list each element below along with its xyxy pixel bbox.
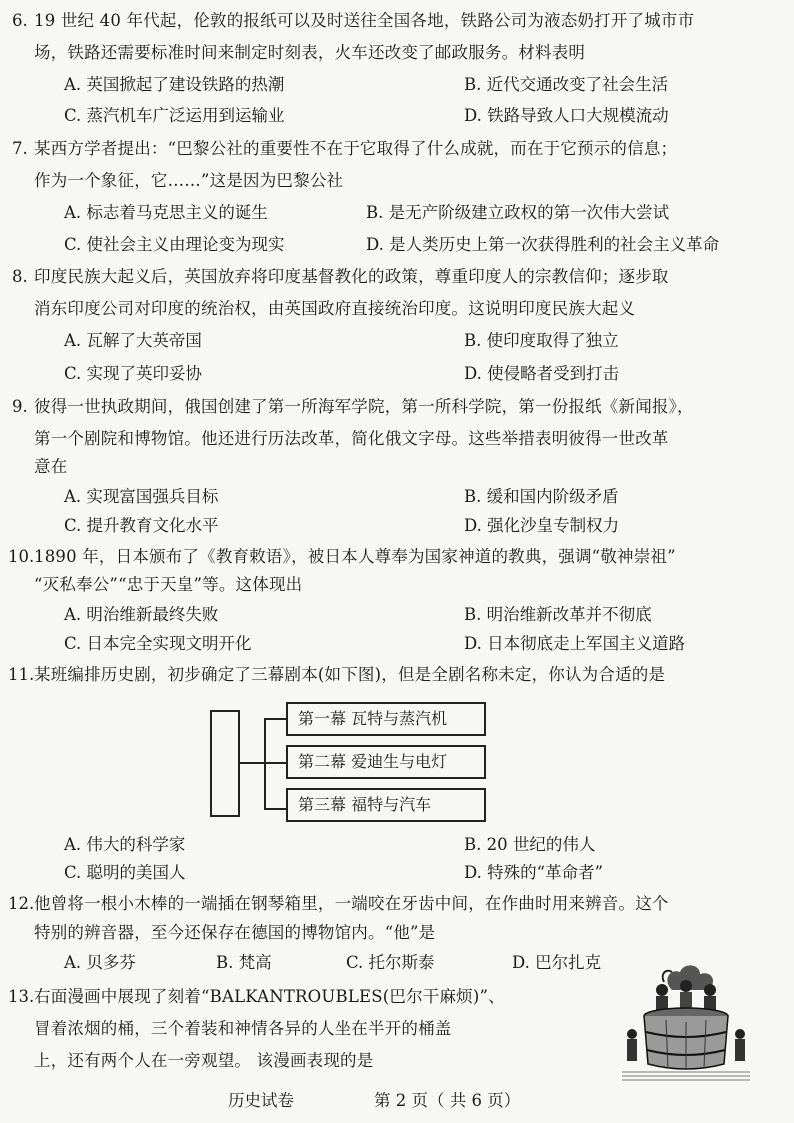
act-box: 第三幕 福特与汽车 <box>286 788 486 822</box>
question-number: 9. <box>12 397 28 416</box>
option-c: C. 蒸汽机车广泛运用到运输业 <box>64 106 285 125</box>
option-d: D. 巴尔扎克 <box>512 953 602 972</box>
question-stem-line: 意在 <box>34 457 68 476</box>
option-a: A. 实现富国强兵目标 <box>64 487 219 506</box>
act-box: 第二幕 爱迪生与电灯 <box>286 745 486 779</box>
option-b: B. 是无产阶级建立政权的第一次伟大尝试 <box>366 203 670 222</box>
option-b: B. 近代交通改变了社会生活 <box>464 75 669 94</box>
question-stem-line: 第一个剧院和博物馆。他还进行历法改革，简化俄文字母。这些举措表明彼得一世改革 <box>34 429 669 448</box>
question-stem-line: 右面漫画中展现了刻着“BALKANTROUBLES(巴尔干麻烦)”、 <box>34 987 505 1006</box>
option-d: D. 强化沙皇专制权力 <box>464 516 620 535</box>
option-b: B. 20 世纪的伟人 <box>464 835 596 854</box>
option-a: A. 英国掀起了建设铁路的热潮 <box>64 75 285 94</box>
question-stem-line: 作为一个象征，它……”这是因为巴黎公社 <box>34 171 344 190</box>
option-d: D. 铁路导致人口大规模流动 <box>464 106 669 125</box>
question-stem-line: 某班编排历史剧，初步确定了三幕剧本(如下图)，但是全剧名称未定，你认为合适的是 <box>34 665 666 684</box>
option-d: D. 是人类历史上第一次获得胜利的社会主义革命 <box>366 235 720 254</box>
option-d: D. 使侵略者受到打击 <box>464 364 620 383</box>
question-stem-line: 他曾将一根小木棒的一端插在钢琴箱里，一端咬在牙齿中间，在作曲时用来辨音。这个 <box>34 894 669 913</box>
question-stem-line: 消东印度公司对印度的统治权，由英国政府直接统治印度。这说明印度民族大起义 <box>34 299 636 318</box>
option-c: C. 聪明的美国人 <box>64 863 186 882</box>
option-a: A. 贝多芬 <box>64 953 136 972</box>
question-stem-line: 特别的辨音器，至今还保存在德国的博物馆内。“他”是 <box>34 923 436 942</box>
option-d: D. 特殊的“革命者” <box>464 863 604 882</box>
option-b: B. 缓和国内阶级矛盾 <box>464 487 619 506</box>
balkan-troubles-cartoon <box>622 960 750 1082</box>
question-stem-line: 彼得一世执政期间，俄国创建了第一所海军学院，第一所科学院，第一份报纸《新闻报》， <box>34 397 694 416</box>
option-a: A. 明治维新最终失败 <box>64 605 219 624</box>
question-number: 10. <box>8 547 35 566</box>
question-number: 7. <box>12 139 28 158</box>
connector-line <box>240 762 264 764</box>
option-b: B. 使印度取得了独立 <box>464 331 619 350</box>
act-box: 第一幕 瓦特与蒸汽机 <box>286 702 486 736</box>
play-title-box <box>210 710 240 817</box>
option-d: D. 日本彻底走上军国主义道路 <box>464 634 686 653</box>
question-number: 8. <box>12 267 28 286</box>
footer-subject: 历史试卷 <box>228 1091 294 1110</box>
question-stem-line: 冒着浓烟的桶，三个着装和神情各异的人坐在半开的桶盖 <box>34 1019 452 1038</box>
question-stem-line: 1890 年，日本颁布了《教育敕语》，被日本人尊奉为国家神道的教典，强调“敬神崇祖” <box>34 547 676 566</box>
question-number: 12. <box>8 894 35 913</box>
option-c: C. 实现了英印妥协 <box>64 364 203 383</box>
option-b: B. 明治维新改革并不彻底 <box>464 605 652 624</box>
question-stem-line: 印度民族大起义后，英国放弃将印度基督教化的政策，尊重印度人的宗教信仰；逐步取 <box>34 267 669 286</box>
option-c: C. 日本完全实现文明开化 <box>64 634 252 653</box>
question-number: 13. <box>8 987 35 1006</box>
question-number: 6. <box>12 11 28 30</box>
connector-line <box>266 762 286 764</box>
option-c: C. 托尔斯泰 <box>346 953 435 972</box>
option-c: C. 提升教育文化水平 <box>64 516 219 535</box>
footer-page-number: 第 2 页（ 共 6 页） <box>374 1091 521 1110</box>
question-stem-line: 上，还有两个人在一旁观望。 该漫画表现的是 <box>34 1051 374 1070</box>
question-stem-line: “灭私奉公”“忠于天皇”等。这体现出 <box>34 575 303 594</box>
question-stem-line: 某西方学者提出：“巴黎公社的重要性不在于它取得了什么成就，而在于它预示的信息； <box>34 139 678 158</box>
question-number: 11. <box>8 665 35 684</box>
option-a: A. 瓦解了大英帝国 <box>64 331 202 350</box>
bracket-connector <box>264 718 288 810</box>
option-a: A. 伟大的科学家 <box>64 835 186 854</box>
question-stem-line: 19 世纪 40 年代起，伦敦的报纸可以及时送往全国各地，铁路公司为液态奶打开了城市市 <box>34 11 695 30</box>
option-b: B. 梵高 <box>216 953 272 972</box>
question-stem-line: 场，铁路还需要标准时间来制定时刻表，火车还改变了邮政服务。材料表明 <box>34 43 586 62</box>
option-a: A. 标志着马克思主义的诞生 <box>64 203 268 222</box>
option-c: C. 使社会主义由理论变为现实 <box>64 235 285 254</box>
